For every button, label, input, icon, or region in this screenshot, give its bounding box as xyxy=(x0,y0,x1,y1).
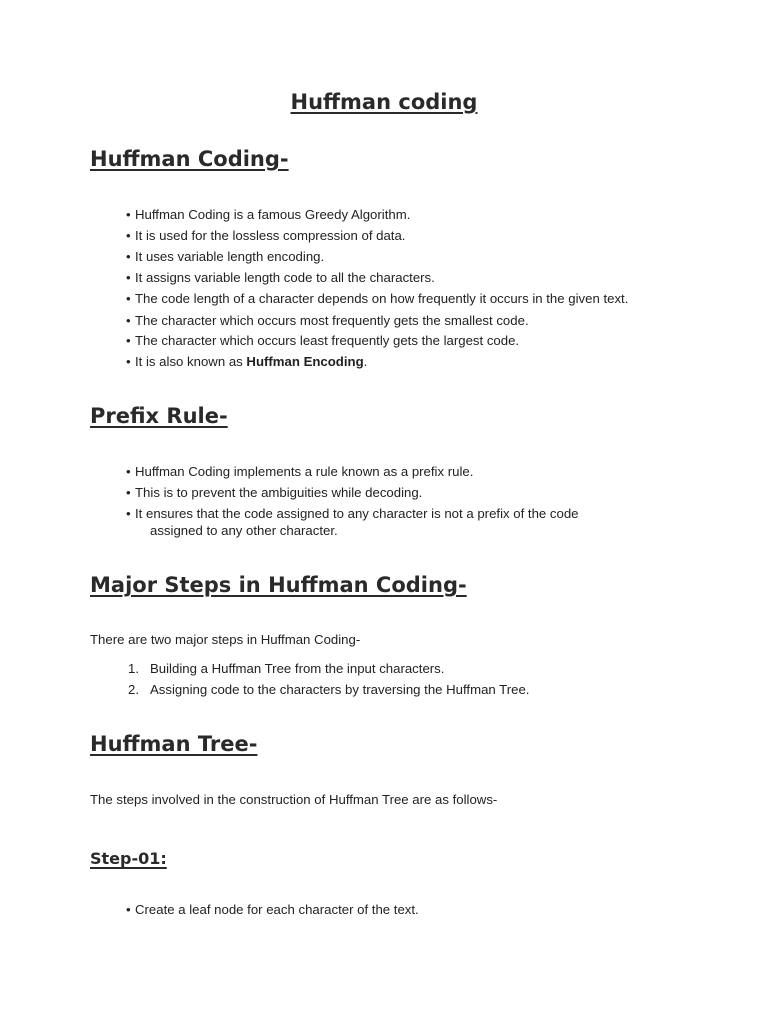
section-heading-huffman-coding: Huffman Coding- xyxy=(90,147,289,171)
list-item: • It is used for the lossless compression of data. xyxy=(126,228,406,243)
document-title: Huffman coding xyxy=(290,90,478,114)
bullet-icon: • xyxy=(126,249,131,264)
list-item-continuation: assigned to any other character. xyxy=(150,523,338,538)
list-item: • The character which occurs most frequently gets the smallest code. xyxy=(126,313,529,328)
bullet-icon: • xyxy=(126,291,131,306)
bullet-icon: • xyxy=(126,464,131,479)
section-intro-text: There are two major steps in Huffman Coding- xyxy=(90,632,361,647)
list-item: • It assigns variable length code to all the characters. xyxy=(126,270,435,285)
section-heading-prefix-rule: Prefix Rule- xyxy=(90,404,228,428)
numbered-item: 1. Building a Huffman Tree from the input characters. xyxy=(128,661,445,676)
bullet-icon: • xyxy=(126,228,131,243)
bullet-icon: • xyxy=(126,270,131,285)
list-item: • Huffman Coding is a famous Greedy Algorithm. xyxy=(126,207,411,222)
bullet-icon: • xyxy=(126,333,131,348)
bold-term: Huffman Encoding xyxy=(246,354,364,369)
item-number: 1. xyxy=(128,661,139,676)
step-heading-01: Step-01: xyxy=(90,849,167,868)
list-item: • The code length of a character depends on how frequently it occurs in the given text. xyxy=(126,291,629,306)
bullet-icon: • xyxy=(126,354,131,369)
list-item: • The character which occurs least frequently gets the largest code. xyxy=(126,333,520,348)
bullet-icon: • xyxy=(126,207,131,222)
section-intro-text: The steps involved in the construction of Huffman Tree are as follows- xyxy=(90,792,498,807)
list-item: • It is also known as Huffman Encoding. xyxy=(126,354,368,369)
list-item: • This is to prevent the ambiguities while decoding. xyxy=(126,485,423,500)
list-item: • It ensures that the code assigned to any character is not a prefix of the code xyxy=(126,506,579,521)
list-item: • Huffman Coding implements a rule known as a prefix rule. xyxy=(126,464,474,479)
list-item: • Create a leaf node for each character of the text. xyxy=(126,902,419,917)
bullet-icon: • xyxy=(126,485,131,500)
numbered-item: 2. Assigning code to the characters by traversing the Huffman Tree. xyxy=(128,682,530,697)
bullet-icon: • xyxy=(126,506,131,521)
section-heading-huffman-tree: Huffman Tree- xyxy=(90,732,258,756)
section-heading-major-steps: Major Steps in Huffman Coding- xyxy=(90,573,467,597)
bullet-icon: • xyxy=(126,902,131,917)
item-number: 2. xyxy=(128,682,139,697)
list-item: • It uses variable length encoding. xyxy=(126,249,325,264)
bullet-icon: • xyxy=(126,313,131,328)
